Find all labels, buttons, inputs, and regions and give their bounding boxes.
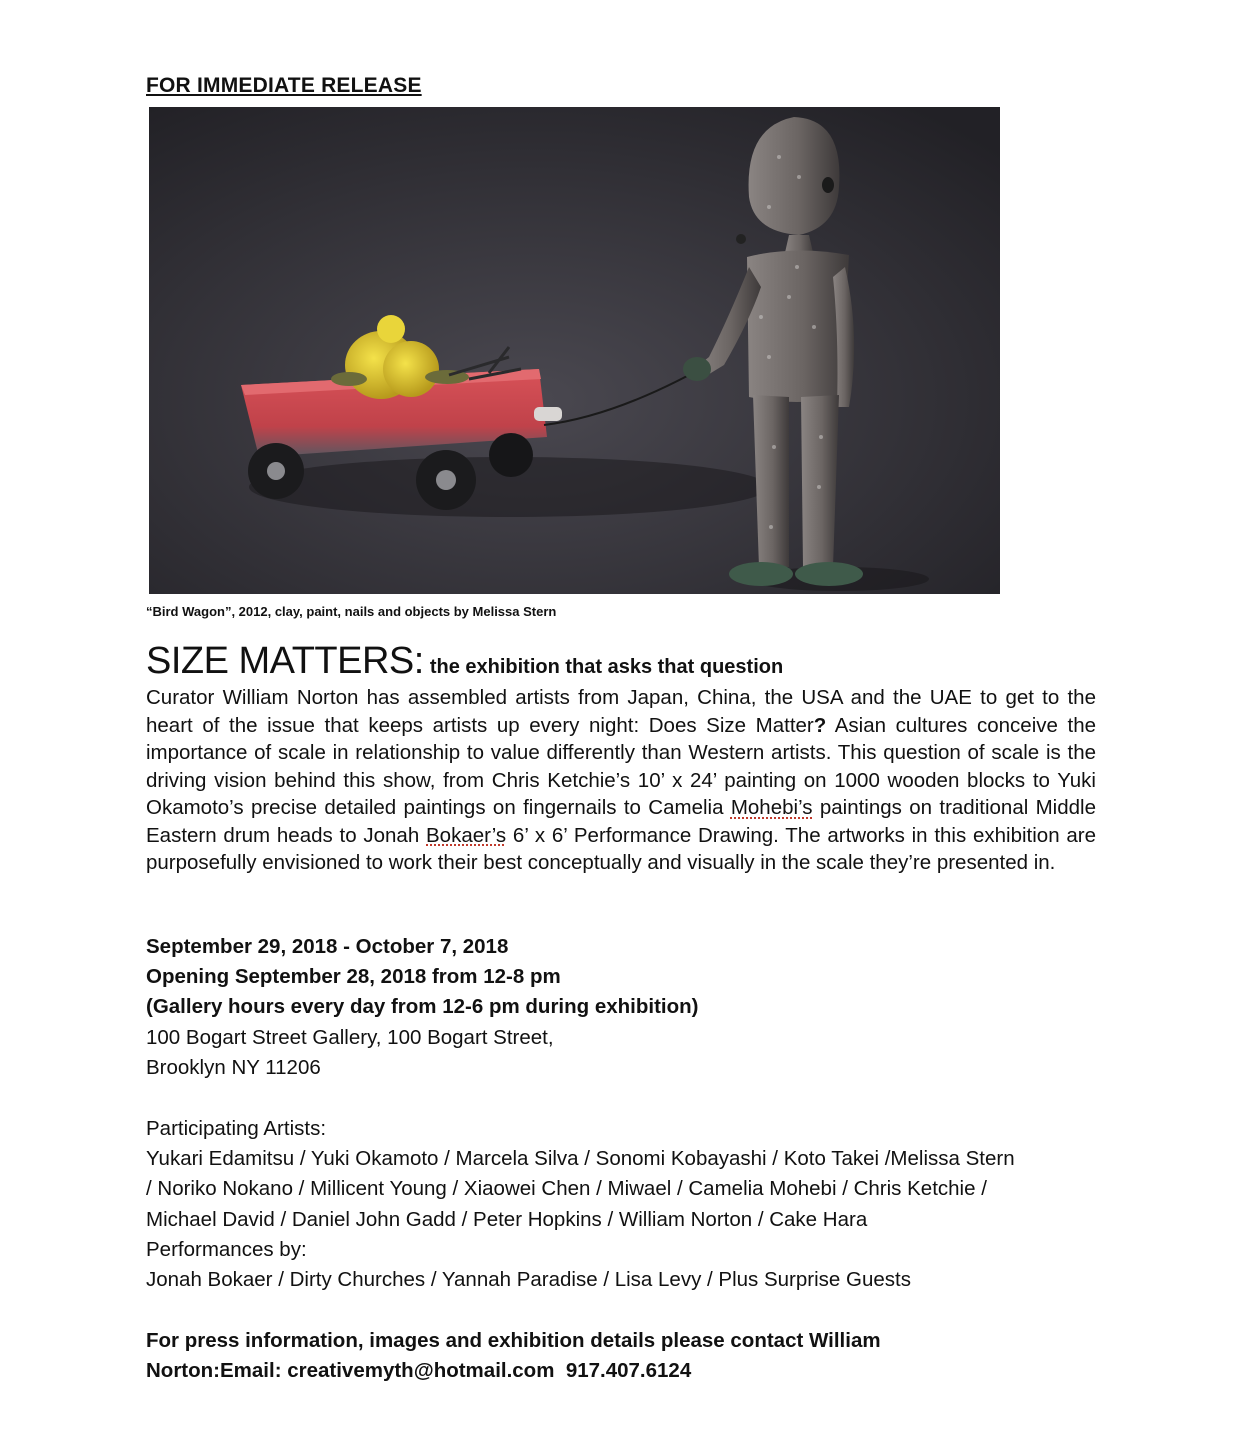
spellcheck-word-mohebi: Mohebi’s xyxy=(730,796,813,819)
artists-line: Michael David / Daniel John Gadd / Peter Hopkins / William Norton / Cake Hara xyxy=(146,1207,868,1231)
event-address-line1: 100 Bogart Street Gallery, 100 Bogart Street, xyxy=(146,1025,554,1049)
event-dates: September 29, 2018 - October 7, 2018 xyxy=(146,935,509,958)
body-paragraph xyxy=(146,684,1096,877)
artwork-photo xyxy=(149,107,1000,594)
event-details xyxy=(146,932,699,1083)
body-text-4: 6’ x 6’ Performance Drawing. The artworks in this exhibition are purposefully envisioned to work their best conceptually and visually in the scale they’re presented in. xyxy=(146,823,1096,874)
body-question-mark: ? xyxy=(813,713,827,737)
artists-label: Participating Artists: xyxy=(146,1117,327,1140)
body-text-1: Curator William Norton has assembled artists from Japan, China, the USA and the UAE to get to the heart of the issue that keeps artists up every night: Does Size Matter xyxy=(146,686,1096,737)
press-line1: For press information, images and exhibition details please contact William xyxy=(146,1329,881,1352)
body-text-3: paintings on traditional Middle Eastern drum heads to Jonah xyxy=(146,796,1096,847)
headline-title: SIZE MATTERS: xyxy=(146,640,424,682)
event-address-line2: Brooklyn NY 11206 xyxy=(146,1055,321,1079)
spellcheck-word-bokaer: Bokaer’s xyxy=(426,823,507,847)
artists-line: / Noriko Nokano / Millicent Young / Xiaowei Chen / Miwael / Camelia Mohebi / Chris Ketchie / xyxy=(146,1177,987,1201)
release-label: FOR IMMEDIATE RELEASE xyxy=(146,74,422,97)
performances-label: Performances by: xyxy=(146,1237,307,1261)
headline-subtitle: the exhibition that asks that question xyxy=(429,656,784,678)
event-opening: Opening September 28, 2018 from 12-8 pm xyxy=(146,965,561,989)
artists-line: Yukari Edamitsu / Yuki Okamoto / Marcela Silva / Sonomi Kobayashi / Koto Takei /Melissa Stern xyxy=(146,1147,1015,1171)
photo-caption: “Bird Wagon”, 2012, clay, paint, nails and objects by Melissa Stern xyxy=(146,604,557,619)
body-text-2: Asian cultures conceive the importance of scale in relationship to value differently than Western artists. This question of scale is the driving vision behind this show, from Chris Ketchie’s 10’ x 24’ painting on 1000 wooden blocks to Yuki Okamoto’s precise detailed paintings on fingernails to Camelia xyxy=(146,713,1096,819)
artists-section xyxy=(146,1114,1106,1295)
press-line2: Norton:Email: creativemyth@hotmail.com 917.407.6124 xyxy=(146,1359,692,1383)
headline xyxy=(146,640,783,683)
event-hours: (Gallery hours every day from 12-6 pm during exhibition) xyxy=(146,995,699,1019)
press-contact xyxy=(146,1326,881,1386)
bird-wagon-image xyxy=(149,107,1000,594)
performances-list: Jonah Bokaer / Dirty Churches / Yannah Paradise / Lisa Levy / Plus Surprise Guests xyxy=(146,1268,911,1292)
